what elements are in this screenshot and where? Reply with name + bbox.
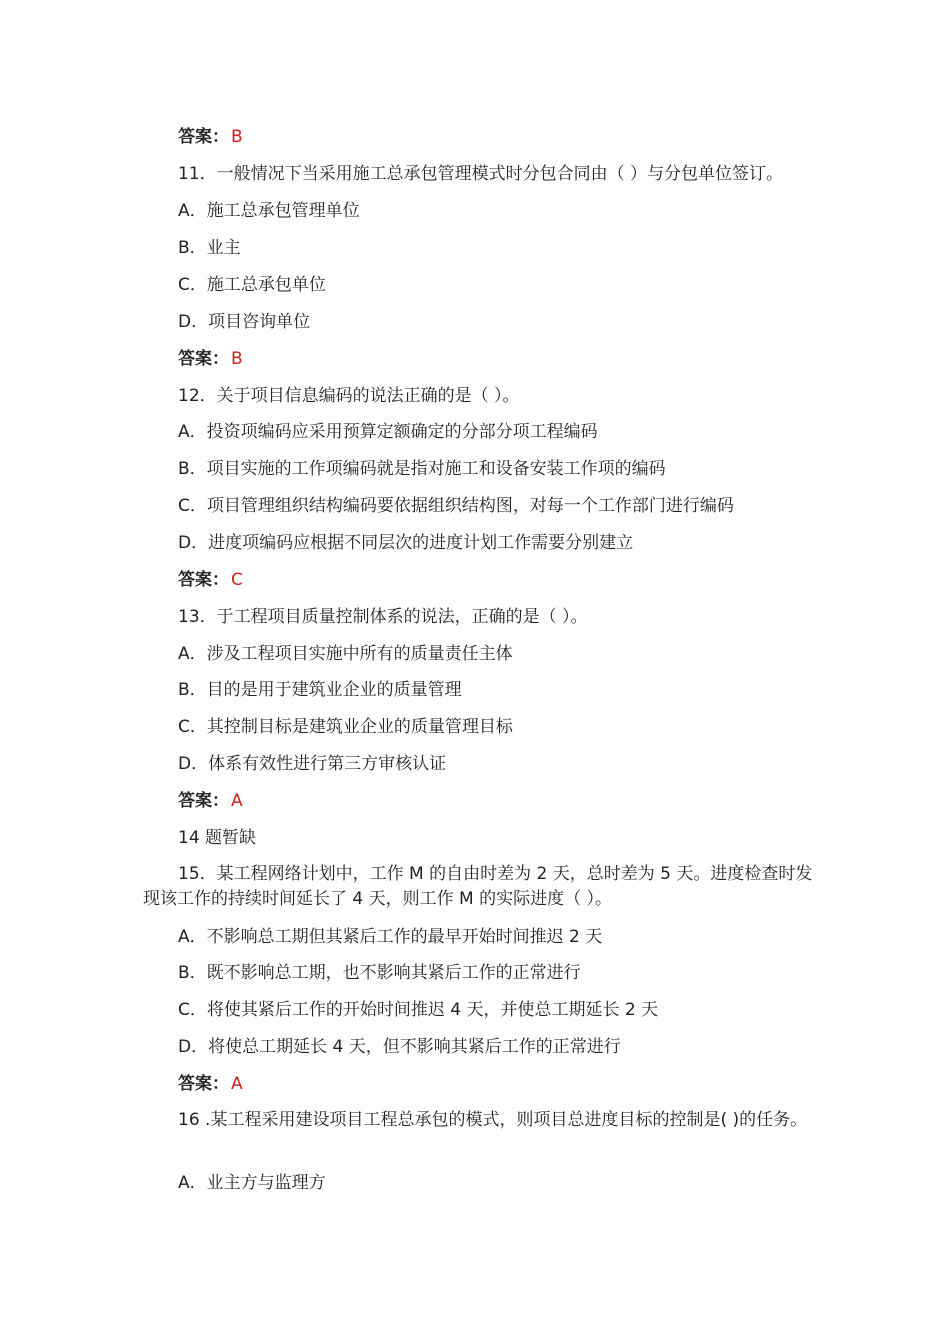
answer-value: B: [231, 349, 243, 369]
option-item: D．体系有效性进行第三方审核认证: [178, 754, 447, 774]
answer-value: C: [231, 570, 243, 590]
answer-value: A: [231, 1074, 243, 1094]
answer-label: 答案：: [178, 1074, 229, 1094]
option-item: A．投资项编码应采用预算定额确定的分部分项工程编码: [178, 422, 598, 442]
question-text: 12．关于项目信息编码的说法正确的是（ ）。: [178, 386, 520, 406]
option-item: B．目的是用于建筑业企业的质量管理: [178, 680, 462, 700]
option-item: C．其控制目标是建筑业企业的质量管理目标: [178, 717, 513, 737]
question-paragraph: 16 .某工程采用建设项目工程总承包的模式，则项目总进度目标的控制是( )的任务。: [178, 1110, 808, 1130]
option-item: A．涉及工程项目实施中所有的质量责任主体: [178, 644, 513, 664]
question-paragraph: 15．某工程网络计划中，工作 M 的自由时差为 2 天，总时差为 5 天。进度检查时发现该工作的持续时间延长了 4 天，则工作 M 的实际进度（ ）。: [143, 864, 813, 909]
answer-value: B: [231, 127, 243, 147]
answer-label: 答案：: [178, 570, 229, 590]
option-item: B．既不影响总工期，也不影响其紧后工作的正常进行: [178, 963, 581, 983]
question-text: 11．一般情况下当采用施工总承包管理模式时分包合同由（ ）与分包单位签订。: [178, 164, 784, 184]
answer-line: [178, 1073, 243, 1095]
option-item: D．进度项编码应根据不同层次的进度计划工作需要分别建立: [178, 533, 634, 553]
answer-line: [178, 348, 243, 370]
answer-line: [178, 126, 243, 148]
option-item: B．业主: [178, 238, 241, 258]
option-item: C．将使其紧后工作的开始时间推迟 4 天，并使总工期延长 2 天: [178, 1000, 659, 1020]
option-item: A．业主方与监理方: [178, 1173, 326, 1193]
option-item: A．不影响总工期但其紧后工作的最早开始时间推迟 2 天: [178, 927, 603, 947]
answer-line: [178, 790, 243, 812]
question-note: 14 题暂缺: [178, 828, 257, 848]
answer-label: 答案：: [178, 349, 229, 369]
option-item: C．项目管理组织结构编码要依据组织结构图，对每一个工作部门进行编码: [178, 496, 734, 516]
option-item: B．项目实施的工作项编码就是指对施工和设备安装工作项的编码: [178, 459, 666, 479]
option-item: C．施工总承包单位: [178, 275, 326, 295]
answer-line: [178, 569, 243, 591]
question-text: 13．于工程项目质量控制体系的说法，正确的是（ ）。: [178, 607, 588, 627]
option-item: A．施工总承包管理单位: [178, 201, 360, 221]
option-item: D．将使总工期延长 4 天，但不影响其紧后工作的正常进行: [178, 1037, 621, 1057]
answer-label: 答案：: [178, 791, 229, 811]
answer-label: 答案：: [178, 127, 229, 147]
option-item: D．项目咨询单位: [178, 312, 311, 332]
answer-value: A: [231, 791, 243, 811]
